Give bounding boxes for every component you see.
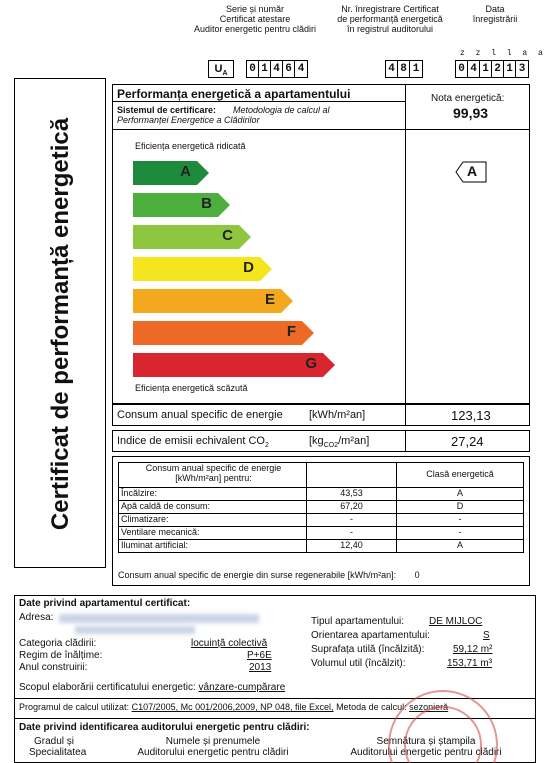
performance-title: Performanța energetică a apartamentului: [117, 87, 351, 101]
divider: [405, 85, 406, 403]
row-name: Apă caldă de consum:: [119, 501, 307, 513]
date-digit: 1: [504, 61, 516, 77]
emissions-value: 27,24: [451, 434, 484, 449]
energy-class-letter: A: [180, 163, 191, 180]
row-value: -: [307, 527, 397, 539]
energy-class-arrow: [133, 225, 251, 249]
renewable-label: Consum anual specific de energie din surse regenerabile [kWh/m²an]:: [118, 570, 397, 580]
adresa-label: Adresa:: [19, 612, 54, 623]
table-header-line2: [kWh/m²an] pentru:: [175, 473, 252, 483]
header-serie-line3: Auditor energetic pentru clădiri: [193, 24, 317, 34]
row-value: 12,40: [307, 540, 397, 552]
serie-digit: 0: [247, 61, 259, 77]
header-data-line1: Data: [485, 4, 505, 14]
reg-digit: 4: [386, 61, 398, 77]
vertical-title-frame: [14, 78, 106, 568]
divider: [405, 405, 406, 425]
row-name: Climatizare:: [119, 514, 307, 526]
system-value-2: Performanței Energetice a Clădirilor: [117, 115, 260, 125]
metoda-value: sezonieră: [409, 702, 449, 712]
date-letters: z z l l a a: [460, 49, 546, 58]
eff-low-label: Eficiența energetică scăzută: [135, 383, 248, 393]
auditor-col2-line2: Auditorului energetic pentru clădiri: [137, 747, 289, 758]
energy-class-letter: F: [286, 323, 296, 340]
serie-digit: 1: [259, 61, 271, 77]
table-header-class: Clasă energetică: [426, 469, 494, 479]
metoda-label: Metoda de calcul:: [336, 702, 407, 712]
row-class: -: [458, 527, 462, 537]
consumption-unit: [kWh/m²an]: [309, 409, 366, 421]
emissions-unit: $[kg_{CO2}/m^2an]$: [309, 435, 370, 450]
energy-class-arrow: [133, 193, 230, 217]
row-value: -: [307, 514, 397, 526]
energy-class-letter: E: [264, 291, 275, 308]
serie-prefix: $U_A$: [214, 63, 228, 78]
date-digit: 3: [518, 63, 526, 75]
header-serie-line2: Certificat atestare: [219, 14, 291, 24]
header-data-line2: înregistrării: [472, 14, 518, 24]
auditor-heading: Date privind identificarea auditorului energetic pentru clădiri:: [19, 722, 310, 733]
auditor-col1: [29, 736, 87, 758]
auditor-col2: [123, 736, 303, 758]
reg-digit: 1: [412, 63, 420, 75]
date-box: [455, 60, 529, 78]
scop-label: Scopul elaborării certificatului energetic:: [19, 682, 196, 693]
divider: [113, 129, 529, 130]
emissions-label: Indice de emisii echivalent $CO_2$: [117, 435, 269, 450]
energy-class-arrow: [133, 161, 209, 185]
apartment-heading: Date privind apartamentul certificat:: [19, 598, 191, 609]
date-digit: 4: [468, 61, 480, 77]
eff-high-label: Eficiența energetică ridicată: [135, 141, 246, 151]
serie-prefix-box: [208, 60, 234, 78]
divider: [113, 101, 405, 102]
date-digit: 2: [492, 61, 504, 77]
scop-line: [19, 682, 285, 693]
performance-box: [112, 84, 530, 404]
vertical-title: Certificat de performanță energetică: [47, 117, 74, 531]
emissions-row: [112, 430, 530, 452]
date-digit: 1: [480, 61, 492, 77]
reg-digit: 8: [398, 61, 410, 77]
auditor-col2-line1: Numele și prenumele: [165, 736, 261, 747]
header-nr-line3: în registrul auditorului: [346, 24, 434, 34]
nota-label: Nota energetică:: [431, 93, 505, 104]
energy-class-bar-g: [133, 353, 335, 377]
categoria-value: locuință colectivă: [191, 638, 268, 649]
row-class: D: [456, 501, 464, 511]
header-serie: [180, 4, 330, 34]
orient-label: Orientarea apartamentului:: [311, 630, 430, 641]
energy-class-letter: D: [243, 259, 254, 276]
energy-class-bar-f: [133, 321, 314, 345]
auditor-col1-line2: Specialitatea: [29, 747, 87, 758]
an-label: Anul construirii:: [19, 662, 88, 673]
program-line: [19, 702, 448, 712]
energy-class-letter: B: [201, 195, 212, 212]
program-value: C107/2005, Mc 001/2006,2009, NP 048, file Excel,: [131, 702, 334, 712]
consumption-label: Consum anual specific de energie: [117, 409, 283, 421]
orient-value: S: [483, 630, 490, 641]
header-nr-line2: de performanță energetică: [337, 14, 443, 24]
supr-label: Suprafața utilă (încălzită):: [311, 644, 425, 655]
row-value: 43,53: [307, 488, 397, 500]
renewable-value: 0: [414, 570, 420, 580]
divider: [405, 431, 406, 451]
row-class: A: [456, 488, 463, 498]
energy-class-bar-d: [133, 257, 272, 281]
header-nr-line1: Nr. înregistrare Certificat: [341, 4, 439, 14]
energy-class-letter: C: [222, 227, 233, 244]
row-class: -: [458, 514, 462, 524]
energy-class-bar-c: [133, 225, 251, 249]
auditor-col1-line1: Gradul și: [33, 736, 74, 747]
table-frame: [112, 456, 530, 586]
energy-class-letter: G: [305, 355, 317, 372]
supr-value: 59,12 m²: [453, 644, 493, 655]
row-name: Iluminat artificial:: [119, 540, 307, 552]
categoria-label: Categoria clădirii:: [19, 638, 97, 649]
consumption-row: [112, 404, 530, 426]
auditor-col3-line2: Auditorului energetic pentru clădiri: [350, 747, 502, 758]
row-name: Ventilare mecanică:: [119, 527, 307, 539]
header-nr: [330, 4, 450, 34]
consumption-value: 123,13: [451, 408, 491, 423]
address-redacted: [75, 626, 195, 634]
header-serie-line1: Serie și număr: [225, 4, 285, 14]
vol-value: 153,71 m³: [447, 658, 493, 669]
reg-number-box: [385, 60, 423, 78]
auditor-col3-line1: Semnătura și ștampila: [376, 736, 476, 747]
energy-class-bar-e: [133, 289, 293, 313]
vol-label: Volumul util (încălzit):: [311, 658, 406, 669]
class-result-badge: [455, 161, 487, 183]
system-label: Sistemul de certificare:: [117, 105, 217, 115]
serie-number-box: [246, 60, 308, 78]
row-name: Încălzire:: [119, 488, 307, 500]
regim-value: P+6E: [247, 650, 272, 661]
address-redacted: [59, 614, 259, 623]
energy-class-bar-a: [133, 161, 209, 185]
table-header-line1: Consum anual specific de energie: [145, 463, 282, 473]
an-value: 2013: [249, 662, 272, 673]
serie-digit: 4: [297, 63, 305, 75]
program-label: Programul de calcul utilizat:: [19, 702, 130, 712]
serie-digit: 6: [283, 61, 295, 77]
tip-value: DE MIJLOC: [429, 616, 483, 627]
regim-label: Regim de înălțime:: [19, 650, 103, 661]
row-value: 67,20: [307, 501, 397, 513]
energy-class-bar-b: [133, 193, 230, 217]
date-digit: 0: [456, 61, 468, 77]
class-result-letter: A: [467, 163, 478, 179]
row-class: A: [456, 540, 463, 550]
system-value-1: Metodologia de calcul al: [233, 105, 330, 115]
header-data: [460, 4, 530, 24]
tip-label: Tipul apartamentului:: [311, 616, 405, 627]
serie-digit: 4: [271, 61, 283, 77]
scop-value: vânzare-cumpărare: [198, 682, 286, 693]
nota-value: 99,93: [453, 105, 489, 121]
